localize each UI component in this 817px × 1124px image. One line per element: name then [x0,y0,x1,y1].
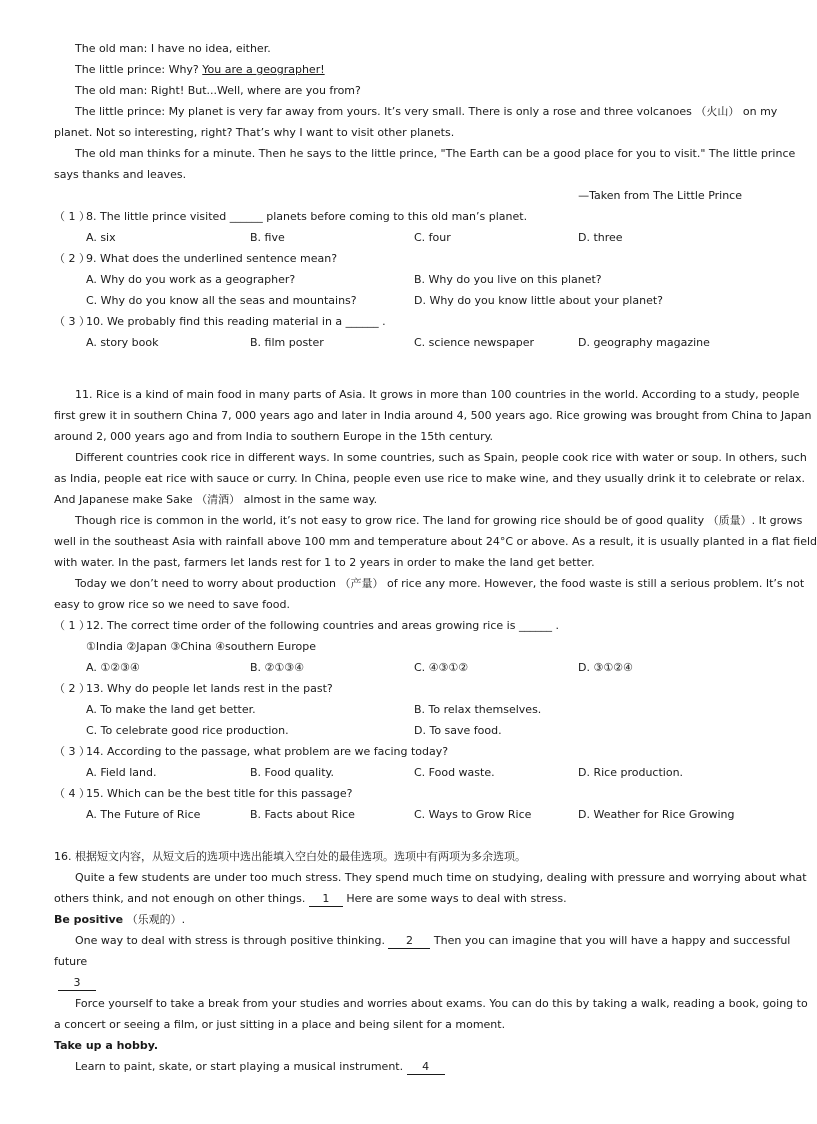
option: A. Field land. [86,766,157,779]
spacer [54,825,742,846]
question-12-options [54,657,742,678]
option: B. Why do you live on this planet? [414,273,602,286]
blank-line [54,972,742,993]
option: D. ③①②④ [578,661,633,674]
passage-line: well in the southeast Asia with rainfall above 100 mm and temperature about 24°C or above. As a result, it is usually planted in a flat field [54,535,817,548]
option: B. film poster [250,336,324,349]
option: A. The Future of Rice [86,808,201,821]
option: C. To celebrate good rice production. [86,724,289,737]
option: C. Food waste. [414,766,495,779]
spacer [54,353,742,374]
passage-line: Today we don’t need to worry about production （产量） of rice any more. However, the food waste is still a serious problem. It’s not [75,577,805,590]
blank-2[interactable]: 2 [388,934,430,949]
passage-line: future [54,955,88,968]
option: D. geography magazine [578,336,710,349]
question-8: （ 1 ） 8. The little prince visited ______ planets before coming to this old man’s planet. [54,210,528,223]
option: A. ①②③④ [86,661,140,674]
passage-line: Learn to paint, skate, or start playing a musical instrument. 4 [54,1056,742,1077]
source-credit: —Taken from The Little Prince [578,189,742,202]
question-9-options [54,290,742,311]
passage-line: a concert or seeing a film, or just sitting in a place and being silent for a moment. [54,1018,506,1031]
option: A. six [86,231,116,244]
passage-line: easy to grow rice so we need to save food. [54,598,290,611]
option: B. Food quality. [250,766,334,779]
option: D. three [578,231,623,244]
question-15: （ 4 ） 15. Which can be the best title for this passage? [54,787,353,800]
question-15-options [54,804,742,825]
question-8-options [54,227,742,248]
blank-4[interactable]: 4 [407,1060,445,1075]
question-10-options [54,332,742,353]
option: D. Weather for Rice Growing [578,808,735,821]
blank-3[interactable]: 3 [58,976,96,991]
underlined-sentence: You are a geographer! [202,63,325,76]
passage-line: Force yourself to take a break from your studies and worries about exams. You can do this by taking a walk, reading a book, going to [75,997,808,1010]
heading-be-positive: Be positive （乐观的）. [54,913,186,926]
story-line: planet. Not so interesting, right? That’s why I want to visit other planets. [54,126,455,139]
question-12-items: ①India ②Japan ③China ④southern Europe [86,640,316,653]
question-10: （ 3 ） 10. We probably find this reading material in a ______ . [54,315,386,328]
question-13-options [54,699,742,720]
option: C. ④③①② [414,661,469,674]
option: D. Why do you know little about your planet? [414,294,663,307]
option: B. To relax themselves. [414,703,542,716]
story-line: The little prince: Why? You are a geographer! [75,63,325,76]
passage-line: Different countries cook rice in different ways. In some countries, such as Spain, people cook rice with water or soup. In others, such [75,451,807,464]
passage-line: 11. Rice is a kind of main food in many parts of Asia. It grows in more than 100 countries in the world. According to a study, people [75,388,800,401]
document-page [54,38,817,1077]
question-13: （ 2 ） 13. Why do people let lands rest in the past? [54,682,333,695]
story-line: The old man: Right! But...Well, where are you from? [75,84,361,97]
story-line: The old man thinks for a minute. Then he says to the little prince, "The Earth can be a good place for you to visit." The little prince [75,147,796,160]
passage-line: others think, and not enough on other things. 1 Here are some ways to deal with stress. [54,892,567,905]
option: D. To save food. [414,724,502,737]
section-16-instruction: 16. 根据短文内容，从短文后的选项中选出能填入空白处的最佳选项。选项中有两项为多余选项。 [54,850,526,863]
question-14: （ 3 ） 14. According to the passage, what problem are we facing today? [54,745,449,758]
heading-take-up-hobby: Take up a hobby. [54,1039,159,1052]
passage-line: One way to deal with stress is through positive thinking. 2 Then you can imagine that you will have a happy and successful [75,934,791,947]
story-line: The old man: I have no idea, either. [75,42,271,55]
passage-line: first grew it in southern China 7, 000 years ago and later in India around 4, 500 years ago. Rice growing was brought from China to Japan [54,409,812,422]
passage-line: with water. In the past, farmers let lands rest for 1 to 2 years in order to make the land get better. [54,556,595,569]
option: B. Facts about Rice [250,808,355,821]
story-line: The little prince: My planet is very far away from yours. It’s very small. There is only a rose and three volcanoes （火山） on my [75,105,778,118]
question-9: （ 2 ） 9. What does the underlined sentence mean? [54,252,338,265]
question-14-options [54,762,742,783]
option: A. story book [86,336,159,349]
option: A. To make the land get better. [86,703,256,716]
passage-line: Quite a few students are under too much stress. They spend much time on studying, dealing with pressure and worrying about what [75,871,807,884]
question-9-options [54,269,742,290]
passage-line: Though rice is common in the world, it’s not easy to grow rice. The land for growing rice should be of good quality （质量）. It grows [75,514,803,527]
option: C. Ways to Grow Rice [414,808,532,821]
question-12: （ 1 ） 12. The correct time order of the following countries and areas growing rice is ______ . [54,619,559,632]
option: D. Rice production. [578,766,684,779]
spacer [54,374,742,384]
story-line: says thanks and leaves. [54,168,187,181]
option: C. science newspaper [414,336,535,349]
question-13-options [54,720,742,741]
passage-line: And Japanese make Sake （清酒） almost in the same way. [54,493,378,506]
option: C. Why do you know all the seas and mountains? [86,294,357,307]
option: B. ②①③④ [250,661,304,674]
option: B. five [250,231,285,244]
passage-line: as India, people eat rice with sauce or curry. In China, people even use rice to make wine, and they usually drink it to celebrate or relax. [54,472,806,485]
blank-1[interactable]: 1 [309,892,343,907]
option: C. four [414,231,451,244]
option: A. Why do you work as a geographer? [86,273,296,286]
passage-line: around 2, 000 years ago and from India to southern Europe in the 15th century. [54,430,494,443]
